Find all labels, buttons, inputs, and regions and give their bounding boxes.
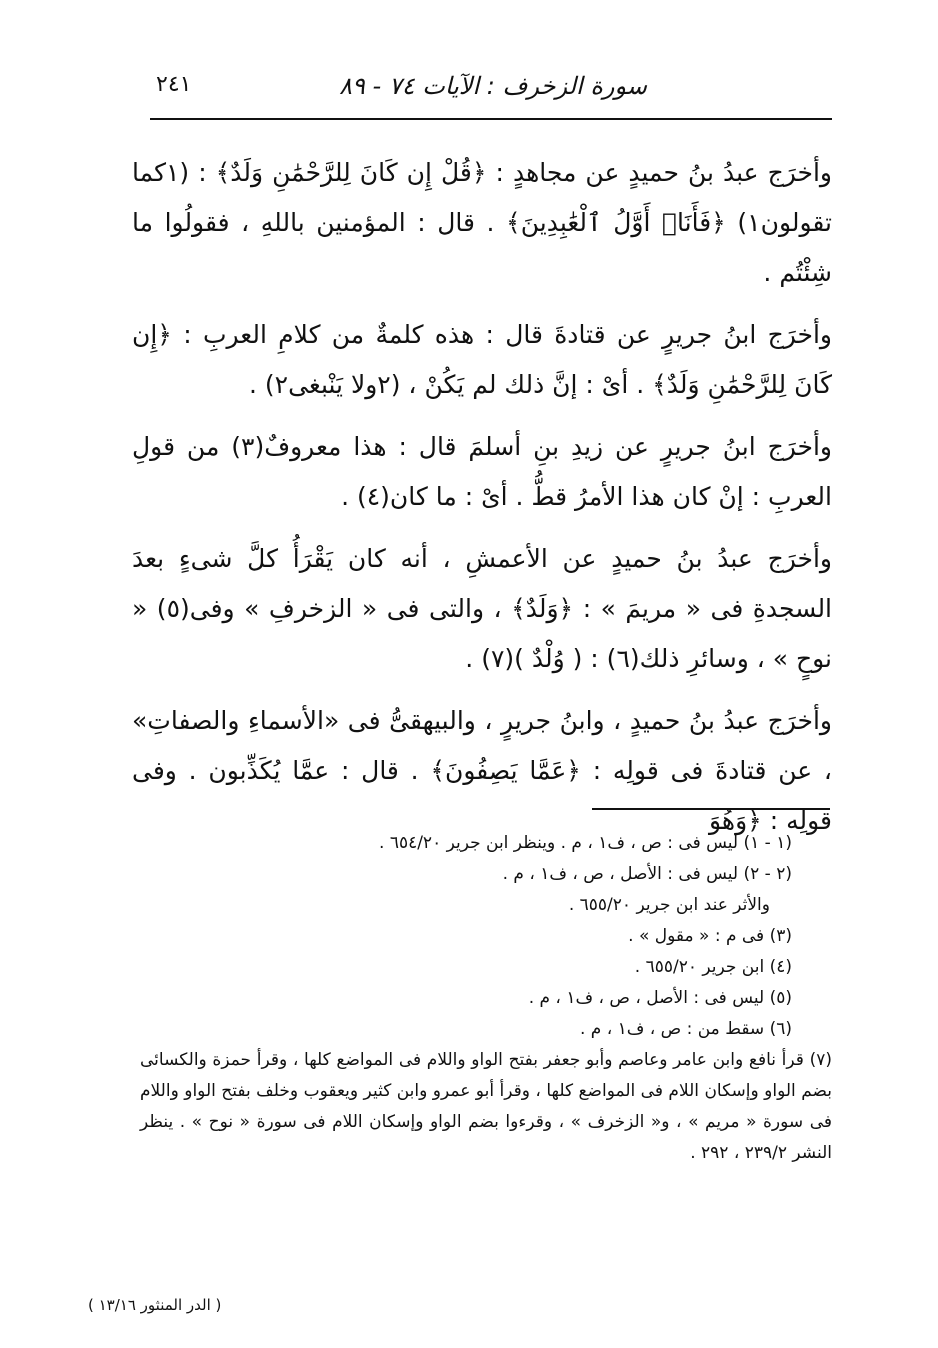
footnote: (٢ - ٢) ليس فى : الأصل ، ص ، ف١ ، م .	[502, 864, 792, 884]
source-reference: ( الدر المنثور ١٣/١٦ )	[88, 1296, 222, 1314]
paragraph: وأخرَج ابنُ جريرٍ عن زيدِ بنِ أسلمَ قال : هذا معروفٌ(٣) من قولِ العربِ : إنْ كان هذا الأمرُ قطُّ . أىْ : ما كان(٤) .	[132, 432, 832, 511]
paragraph: وأخرَج عبدُ بنُ حميدٍ عن الأعمشِ ، أنه كان يَقْرَأُ كلَّ شىءٍ بعدَ السجدةِ فى « مريمَ » : ﴿وَلَدٌ﴾ ، والتى فى « الزخرفِ » وفى(٥) « نوحٍ » ، وسائرِ ذلك(٦) : ( وُلْدٌ )(٧) .	[132, 544, 833, 673]
header-rule	[150, 118, 832, 120]
footnote: (٤) ابن جرير ٦٥٥/٢٠ .	[634, 957, 792, 977]
footnote: (٥) ليس فى : الأصل ، ص ، ف١ ، م .	[528, 988, 792, 1008]
footnote: (٦) سقط من : ص ، ف١ ، م .	[579, 1019, 792, 1039]
main-text	[132, 148, 832, 858]
footnote-separator	[592, 808, 830, 810]
footnotes	[140, 828, 832, 1169]
header-title: سورة الزخرف : الآيات ٧٤ - ٨٩	[339, 72, 647, 100]
page-number: ٢٤١	[156, 72, 192, 97]
footnote: (٣) فى م : « مقول » .	[628, 926, 792, 946]
footnote-continuation: والأثر عند ابن جرير ٦٥٥/٢٠ .	[568, 895, 770, 915]
running-header	[150, 72, 832, 108]
paragraph: وأخرَج ابنُ جريرٍ عن قتادةَ قال : هذه كلمةٌ من كلامِ العربِ : ﴿إِن كَانَ لِلرَّحْمَٰنِ وَلَدٌ﴾ . أىْ : إنَّ ذلك لم يَكُنْ ، (٢ولا يَنْبغى٢) .	[132, 320, 832, 399]
footnote: (١ - ١) ليس فى : ص ، ف١ ، م . وينظر ابن جرير ٦٥٤/٢٠ .	[379, 833, 792, 853]
paragraph: وأخرَج عبدُ بنُ حميدٍ ، وابنُ جريرٍ ، والبيهقىُّ فى «الأسماءِ والصفاتِ» ، عن قتادةَ فى قولِه : ﴿عَمَّا يَصِفُونَ﴾ . قال : عمَّا يُكَذِّبون . وفى قولِه : ﴿وَهُوَ	[132, 706, 832, 835]
paragraph: وأخرَج عبدُ بنُ حميدٍ عن مجاهدٍ : ﴿قُلْ إِن كَانَ لِلرَّحْمَٰنِ وَلَدٌ﴾ : (١كما تقولون١) ﴿فَأَنَا۠ أَوَّلُ ٱلْعَٰبِدِينَ﴾ . قال : المؤمنين باللهِ ، فقولُوا ما شِئْتُم .	[132, 158, 832, 287]
footnote: (٧) قرأ نافع وابن عامر وعاصم وأبو جعفر بفتح الواو واللام فى المواضع كلها ، وقرأ حمزة والكسائى بضم الواو وإسكان اللام فى المواضع كلها ، وقرأ أبو عمرو وابن كثير ويعقوب وخلف بفتح الواو واللام فى سورة « مريم » ، و« الزخرف » ، وقرءوا بضم الواو وإسكان اللام فى سورة « نوح » . ينظر النشر ٢٣٩/٢ ، ٢٩٢ .	[140, 1050, 832, 1163]
